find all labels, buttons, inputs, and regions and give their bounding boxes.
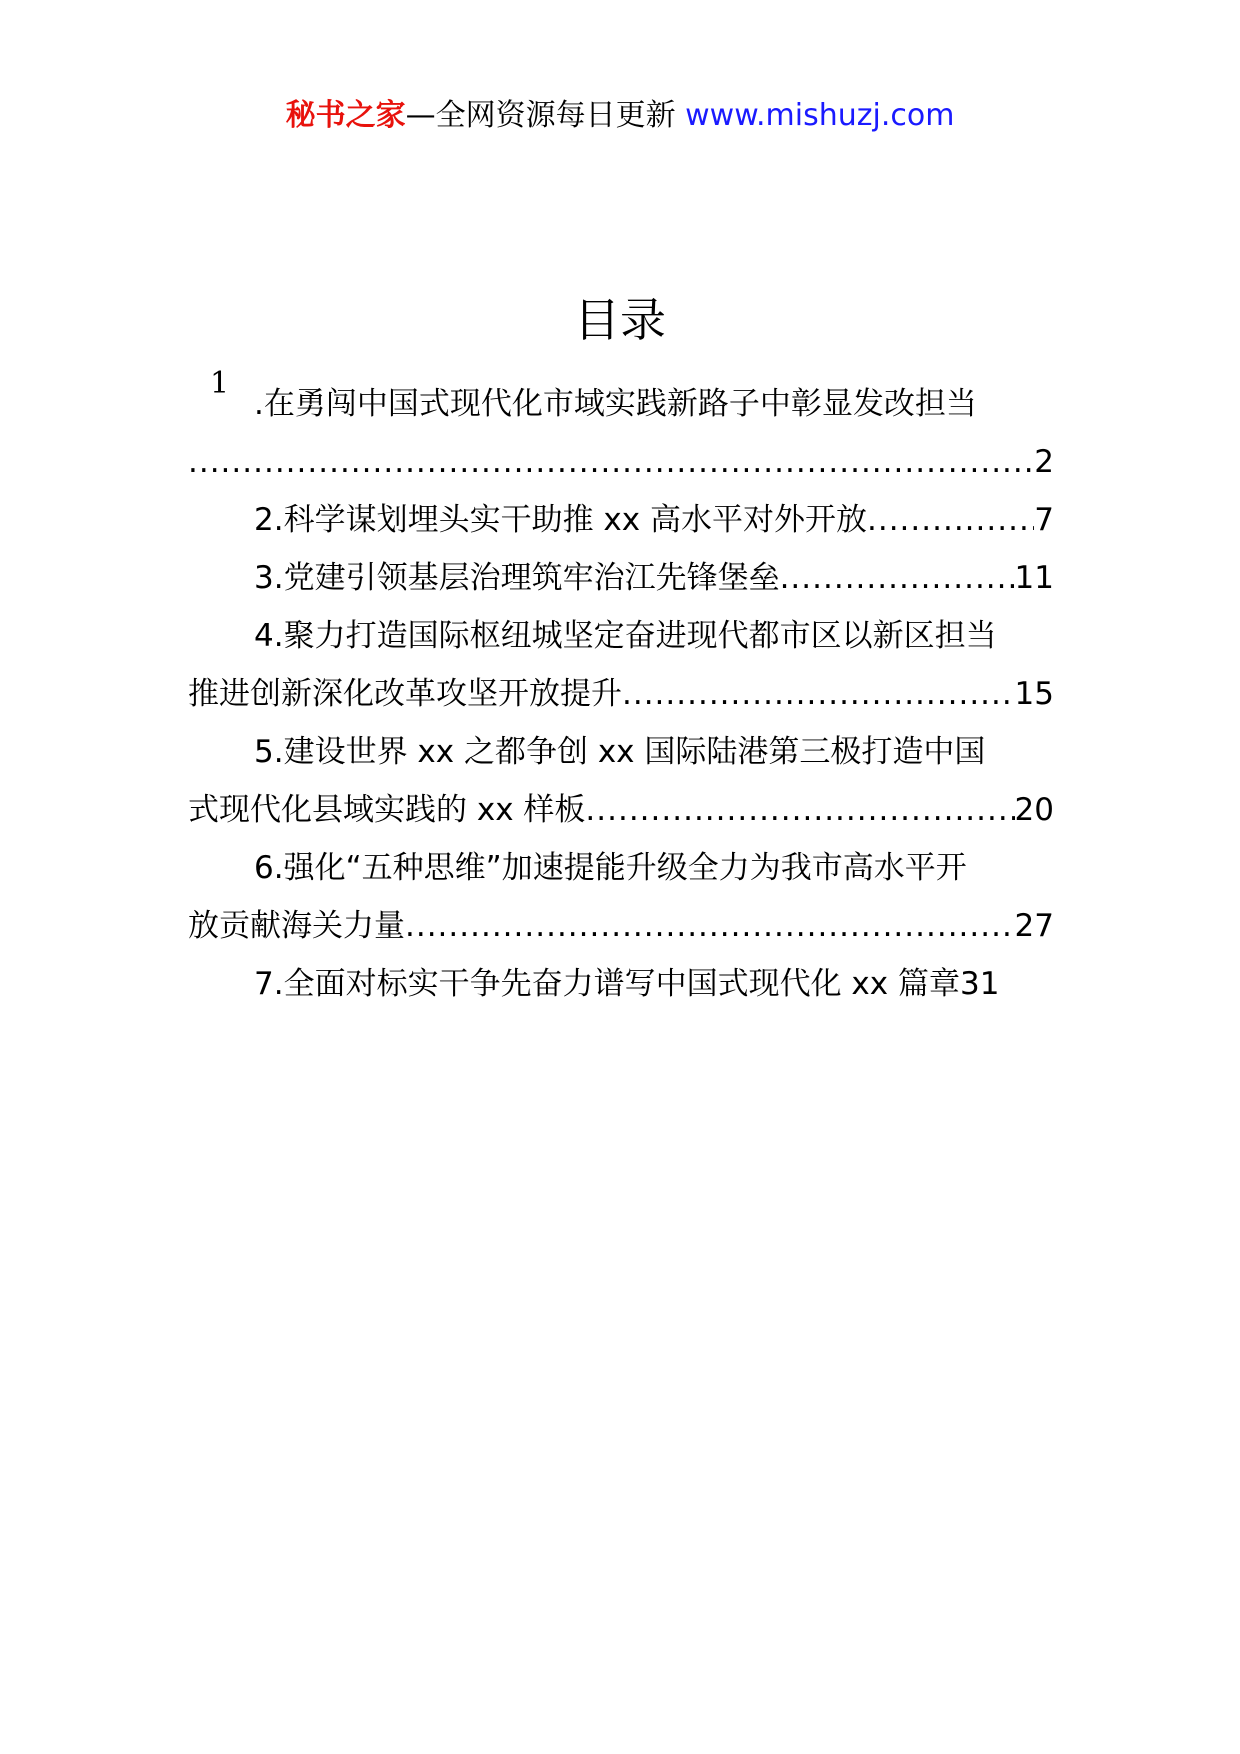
toc-entry-5-title-cont: 式现代化县域实践的 xx 样板	[188, 792, 586, 828]
toc-entry-4-title: 4.聚力打造国际枢纽城坚定奋进现代都市区以新区担当	[254, 618, 997, 654]
toc-entry-3-page: 11	[1014, 560, 1054, 596]
dot-leader	[585, 788, 1014, 832]
toc-entry-2-page: 7	[1034, 502, 1054, 538]
toc-entry-7[interactable]	[188, 962, 1054, 1006]
page-title: 目录	[574, 293, 666, 347]
dot-leader	[622, 672, 1015, 716]
toc-entry-3-title: 3.党建引领基层治理筑牢治江先锋堡垒	[254, 560, 780, 596]
toc-entry-5-line-1[interactable]	[188, 730, 1054, 774]
toc-entry-4-page: 15	[1014, 676, 1054, 712]
header-tagline: —全网资源每日更新	[405, 98, 686, 133]
toc-entry-5-title: 5.建设世界 xx 之都争创 xx 国际陆港第三极打造中国	[254, 734, 986, 770]
toc-entry-3[interactable]	[188, 556, 1054, 600]
toc-entry-2[interactable]	[188, 498, 1054, 542]
toc-entry-5-line-2[interactable]	[188, 788, 1054, 832]
toc-entry-6-page: 27	[1014, 908, 1054, 944]
site-url-link[interactable]: www.mishuzj.com	[685, 98, 955, 133]
toc-entry-4-title-cont: 推进创新深化改革攻坚开放提升	[188, 676, 622, 712]
site-header	[0, 96, 1240, 136]
toc-entry-4-line-2[interactable]	[188, 672, 1054, 716]
dot-leader	[780, 556, 1015, 600]
toc-entry-7-page: 31	[959, 966, 1000, 1002]
dot-leader	[405, 904, 1015, 948]
entry-number-1: 1	[210, 366, 230, 401]
toc-entry-2-title: 2.科学谋划埋头实干助推 xx 高水平对外开放	[254, 502, 867, 538]
dot-leader	[867, 498, 1034, 542]
toc-entry-6-title: 6.强化“五种思维”加速提能升级全力为我市高水平开	[254, 850, 967, 886]
toc-entry-5-page: 20	[1014, 792, 1054, 828]
toc-entry-1-line-2[interactable]	[188, 440, 1054, 484]
brand-name: 秘书之家	[285, 98, 406, 133]
toc-entry-7-title: 7.全面对标实干争先奋力谱写中国式现代化 xx 篇章	[254, 966, 960, 1002]
dot-leader	[188, 440, 1034, 484]
toc-entry-1-line-1[interactable]	[188, 382, 1054, 426]
toc-entry-6-title-cont: 放贡献海关力量	[188, 908, 405, 944]
toc-entry-1-page: 2	[1034, 444, 1054, 480]
toc-entry-6-line-2[interactable]	[188, 904, 1054, 948]
toc-entry-1-title: .在勇闯中国式现代化市域实践新路子中彰显发改担当	[254, 386, 977, 422]
toc-entry-4-line-1[interactable]	[188, 614, 1054, 658]
toc-entry-6-line-1[interactable]	[188, 846, 1054, 890]
